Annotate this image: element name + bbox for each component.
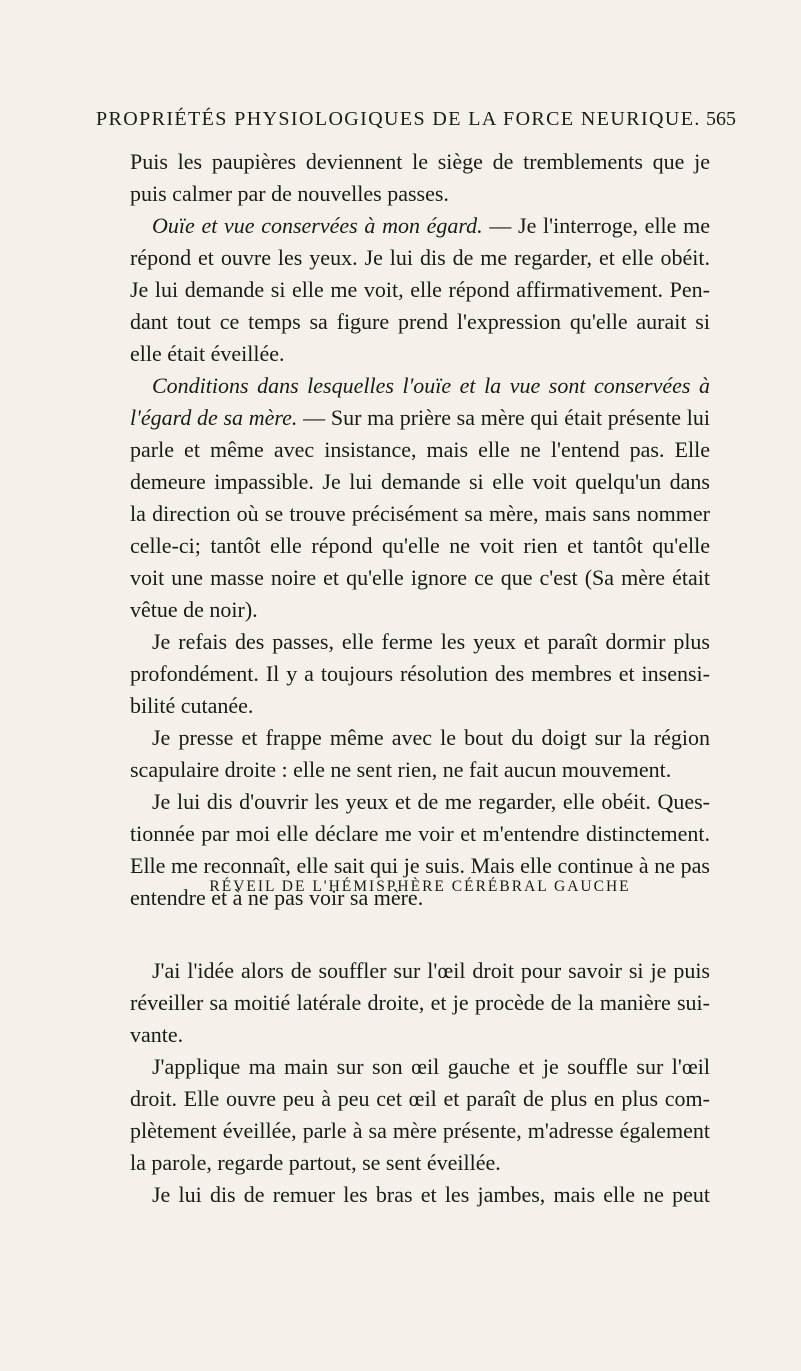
text-line: elle était éveillée. — [130, 341, 285, 366]
text-line: parle et même avec insistance, mais elle ne l'entend pas. Elle — [130, 437, 710, 462]
page-number: 565 — [706, 108, 736, 130]
text-line: J'ai l'idée alors de souffler sur l'œil droit pour savoir si je puis — [152, 958, 710, 983]
text-line: plètement éveillée, parle à sa mère présente, m'adresse également — [130, 1118, 710, 1143]
text-line: Je lui dis d'ouvrir les yeux et de me regarder, elle obéit. Ques- — [152, 789, 710, 814]
text-line — [130, 370, 710, 402]
text-line: dant tout ce temps sa figure prend l'expression qu'elle aurait si — [130, 309, 710, 334]
text-line: Je refais des passes, elle ferme les yeux et paraît dormir plus — [152, 629, 710, 654]
text-line: bilité cutanée. — [130, 693, 254, 718]
text-line: réveiller sa moitié latérale droite, et je procède de la manière sui- — [130, 990, 710, 1015]
text-line: vante. — [130, 1022, 184, 1047]
italic-subheading: Conditions dans lesquelles l'ouïe et la vue sont conservées à — [152, 373, 710, 398]
text-line: Je presse et frappe même avec le bout du doigt sur la région — [152, 725, 710, 750]
running-title: PROPRIÉTÉS PHYSIOLOGIQUES DE LA FORCE NEURIQUE. — [96, 108, 701, 130]
text-line: voit une masse noire et qu'elle ignore ce que c'est (Sa mère était — [130, 565, 710, 590]
text-line: puis calmer par de nouvelles passes. — [130, 181, 449, 206]
text-line: tionnée par moi elle déclare me voir et m'entendre distinctement. — [130, 821, 710, 846]
text-line: répond et ouvre les yeux. Je lui dis de me regarder, et elle obéit. — [130, 245, 710, 270]
text-line: droit. Elle ouvre peu à peu cet œil et paraît de plus en plus com- — [130, 1086, 710, 1111]
text-line: l'égard de sa mère. — Sur ma prière sa mère qui était présente lui — [130, 405, 710, 430]
running-head — [96, 108, 736, 136]
text-line: la direction où se trouve précisément sa mère, mais sans nommer — [130, 501, 710, 526]
text-line: Puis les paupières deviennent le siège de tremblements que je — [130, 149, 710, 174]
text-line: Ouïe et vue conservées à mon égard. — Je l'interroge, elle me — [152, 213, 710, 238]
text-line: demeure impassible. Je lui demande si elle voit quelqu'un dans — [130, 469, 710, 494]
italic-subheading: l'égard de sa mère. — [130, 405, 298, 430]
text-line: la parole, regarde partout, se sent éveillée. — [130, 1150, 501, 1175]
section-heading: RÉVEIL DE L'HÉMISPHÈRE CÉRÉBRAL GAUCHE — [209, 878, 631, 895]
italic-subheading: Ouïe et vue conservées à mon égard. — [152, 213, 483, 238]
text-line: Je lui dis de remuer les bras et les jambes, mais elle ne peut — [152, 1182, 710, 1207]
text-line: vêtue de noir). — [130, 597, 258, 622]
text-line: entendre et à ne pas voir sa mère. — [130, 885, 424, 910]
text-line: J'applique ma main sur son œil gauche et je souffle sur l'œil — [152, 1054, 710, 1079]
text-line: profondément. Il y a toujours résolution des membres et insensi- — [130, 661, 710, 686]
text-line: Elle me reconnaît, elle sait qui je suis. Mais elle continue à ne pas — [130, 853, 710, 878]
text-line: celle-ci; tantôt elle répond qu'elle ne voit rien et tantôt qu'elle — [130, 533, 710, 558]
text-line: Je lui demande si elle me voit, elle répond affirmativement. Pen- — [130, 277, 710, 302]
text-line: scapulaire droite : elle ne sent rien, ne fait aucun mouvement. — [130, 757, 672, 782]
